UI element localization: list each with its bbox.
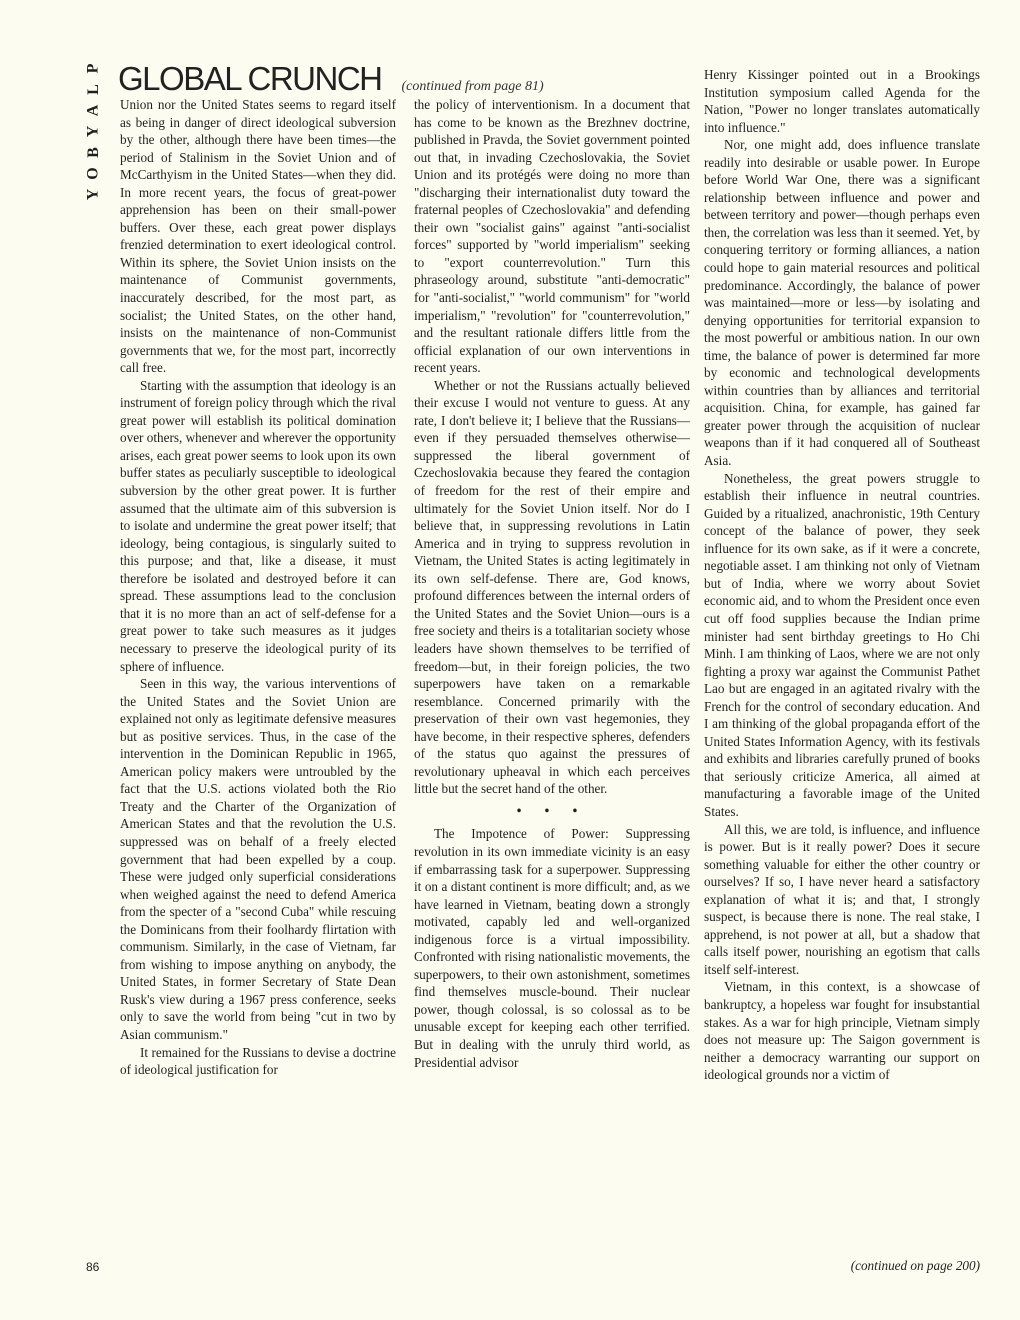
paragraph: All this, we are told, is influence, and influence is power. But is it really power? Does it secure something valuable for either the other country or ourselves? If so, I have never heard a satisfactory explanation of what it is; and that, I strongly suspect, is because there is none. The real stake, I apprehend, is not power at all, but a shadow that calls itself power, nourishing an egotism that calls itself self-interest. — [704, 821, 980, 977]
magazine-name-letter: Y — [84, 188, 102, 201]
paragraph: Henry Kissinger pointed out in a Brookings Institution symposium called Agenda for the Nation, "Power no longer translates automatically into influence." — [704, 67, 980, 135]
paragraph: Whether or not the Russians actually believed their excuse I would not venture to guess. At any rate, I don't believe it; I believe that the Russians—even if they persuaded themselves otherwise—suppressed the liberal government of Czechoslovakia because they feared the contagion of freedom for the rest of their empire and ultimately for the Soviet Union itself. Nor do I believe that, in suppressing revolutions in Latin America and in trying to suppress revolution in Vietnam, the United States is acting legitimately in its own self-defense. There are, God knows, profound differences between the internal orders of the United States and the Soviet Union—ours is a free society and theirs is a totalitarian society whose leaders have shown themselves to be terrified of freedom—but, in their foreign policies, the two superpowers have taken on a remarkable resemblance. Concerned primarily with the preservation of their own vast hegemonies, they have become, in their respective spheres, defenders of the status quo against the pressures of revolutionary upheaval in which each perceives little but the secret hand of the other. — [414, 377, 690, 797]
magazine-name-letter: P — [84, 63, 102, 74]
page-number: 86 — [86, 1260, 100, 1274]
article-headline: GLOBAL CRUNCH — [118, 60, 382, 97]
text-column-3 — [704, 66, 980, 1276]
paragraph: Nonetheless, the great powers struggle to establish their influence in neutral countries. Guided by a ritualized, anachronistic, 19th Century concept of the balance of power, they seek influence for its own sake, as if it were a concrete, negotiable asset. I am thinking not only of Vietnam but of India, where we worry about Soviet economic aid, and to whom the President once even cut off food supplies because the Indian prime minister had sent birthday greetings to Ho Chi Minh. I am thinking of Laos, where we are not only fighting a proxy war against the Communist Pathet Lao but are engaged in an agitated rivalry with the French for the control of secondary education. And I am thinking of the global propaganda effort of the United States Information Agency, with its festivals and exhibits and libraries carefully pruned of books that seriously criticize America, all aimed at manufacturing a favorable image of the United States. — [704, 470, 980, 819]
magazine-name-letter: B — [84, 147, 102, 158]
continued-from-note: (continued from page 81) — [401, 79, 544, 94]
text-column-1 — [120, 96, 396, 1276]
text-column-2 — [414, 96, 690, 1276]
headline-row — [118, 60, 678, 100]
paragraph: Nor, one might add, does influence translate readily into desirable or usable power. In Europe before World War One, there was a significant relationship between influence and power and between territory and power—though perhaps even then, the correlation was less than it seemed. Yet, by conquering territory or forming alliances, a nation could hope to gain material resources and political predominance. Accordingly, the balance of power was maintained—more or less—by isolating and denying opportunities for territorial expansion to the most powerful or ambitious nation. In our own time, the balance of power is determined far more by economic and technological developments within countries than by alliances and territorial acquisition. China, for example, has gained far greater power through the acquisition of nuclear weapons than if it had conquered all of Southeast Asia. — [704, 137, 980, 469]
paragraph: Starting with the assumption that ideology is an instrument of foreign policy through which the rival great power will establish its political domination over others, whenever and wherever the opportunity arises, each great power seems to look upon its own buffer states as peculiarly susceptible to ideological subversion by the other great power. It is further assumed that the ultimate aim of this subversion is to isolate and undermine the great power itself; that ideology, being contagious, is singularly suited to this purpose; and that, like a disease, it must therefore be isolated and destroyed before it can spread. These assumptions lead to the conclusion that it is no more than an act of self-defense for a great power to take such measures as it judges necessary to preserve the ideological purity of its sphere of influence. — [120, 377, 396, 674]
magazine-name-letter: Y — [84, 125, 102, 138]
magazine-name-vertical — [78, 58, 108, 205]
magazine-name-letter: L — [84, 84, 102, 95]
continued-on-note: (continued on page 200) — [850, 1258, 980, 1273]
paragraph: The Impotence of Power: Suppressing revolution in its own immediate vicinity is an easy if embarrassing task for a superpower. Suppressing it on a distant continent is more difficult; and, as we have learned in Vietnam, beating down a strongly motivated, capably led and well-organized indigenous force is a virtual impossibility. Confronted with rising nationalistic movements, the superpowers, to their own astonishment, sometimes find themselves muscle-bound. Their nuclear power, though colossal, is so colossal as to be unusable except for keeping each other terrified. But in dealing with the unruly third world, as Presidential advisor — [414, 826, 690, 1070]
paragraph: It remained for the Russians to devise a doctrine of ideological justification for — [120, 1044, 396, 1078]
paragraph: Union nor the United States seems to regard itself as being in danger of direct ideological subversion by the other, although there have been times—the period of Stalinism in the Soviet Union and of McCarthyism in the United States—when they did. In more recent years, the focus of great-power apprehension has been on their small-power buffers. Over these, each great power displays frenzied determination to exert ideological control. Within its sphere, the Soviet Union insists on the maintenance of Communist governments, inaccurately described, for the most part, as socialist; the United States, on the other hand, insists on the maintenance of non-Communist governments that we, for the most part, incorrectly call free. — [120, 97, 396, 376]
magazine-name-letter: A — [84, 104, 102, 117]
paragraph: the policy of interventionism. In a document that has come to be known as the Brezhnev doctrine, published in Pravda, the Soviet government pointed out that, in invading Czechoslovakia, the Soviet Union and its protégés were doing no more than "discharging their internationalist duty toward the fraternal peoples of Czechoslovakia" and defending their own "socialist gains" against "anti-socialist forces" supported by "world imperialism" seeking to "export counterrevolution." Turn this phraseology around, substitute "anti-democratic" for "anti-socialist," "world communism" for "world imperialism," "revolution" for "counterrevolution," and the resultant rationale differs little from the official explanation of our own interventions in recent years. — [414, 97, 690, 376]
section-break-dots: • • • — [516, 802, 588, 818]
paragraph: Vietnam, in this context, is a showcase of bankruptcy, a hopeless war fought for insubstantial stakes. As a war for high principle, Vietnam simply does not measure up: The Saigon government is neither a democracy warranting our support on ideological grounds nor a victim of — [704, 979, 980, 1083]
magazine-name-letter: O — [84, 167, 102, 180]
paragraph: Seen in this way, the various interventions of the United States and the Soviet Union are explained not only as legitimate defensive measures but as positive services. Thus, in the case of the intervention in the Dominican Republic in 1965, American policy makers were untroubled by the fact that the U.S. actions violated both the Rio Treaty and the Charter of the Organization of American States and that the revolution the U.S. suppressed was on behalf of a freely elected government that had been expelled by a coup. These were judged only superficial considerations when weighed against the need to defend America from the specter of a "second Cuba" while rescuing the Dominicans from their foolhardy flirtation with communism. Similarly, in the case of Vietnam, far from wishing to impose anything on anybody, the United States, in former Secretary of State Dean Rusk's view during a 1967 press conference, seeks only to save the world from being "cut in two by Asian communism." — [120, 676, 396, 1042]
